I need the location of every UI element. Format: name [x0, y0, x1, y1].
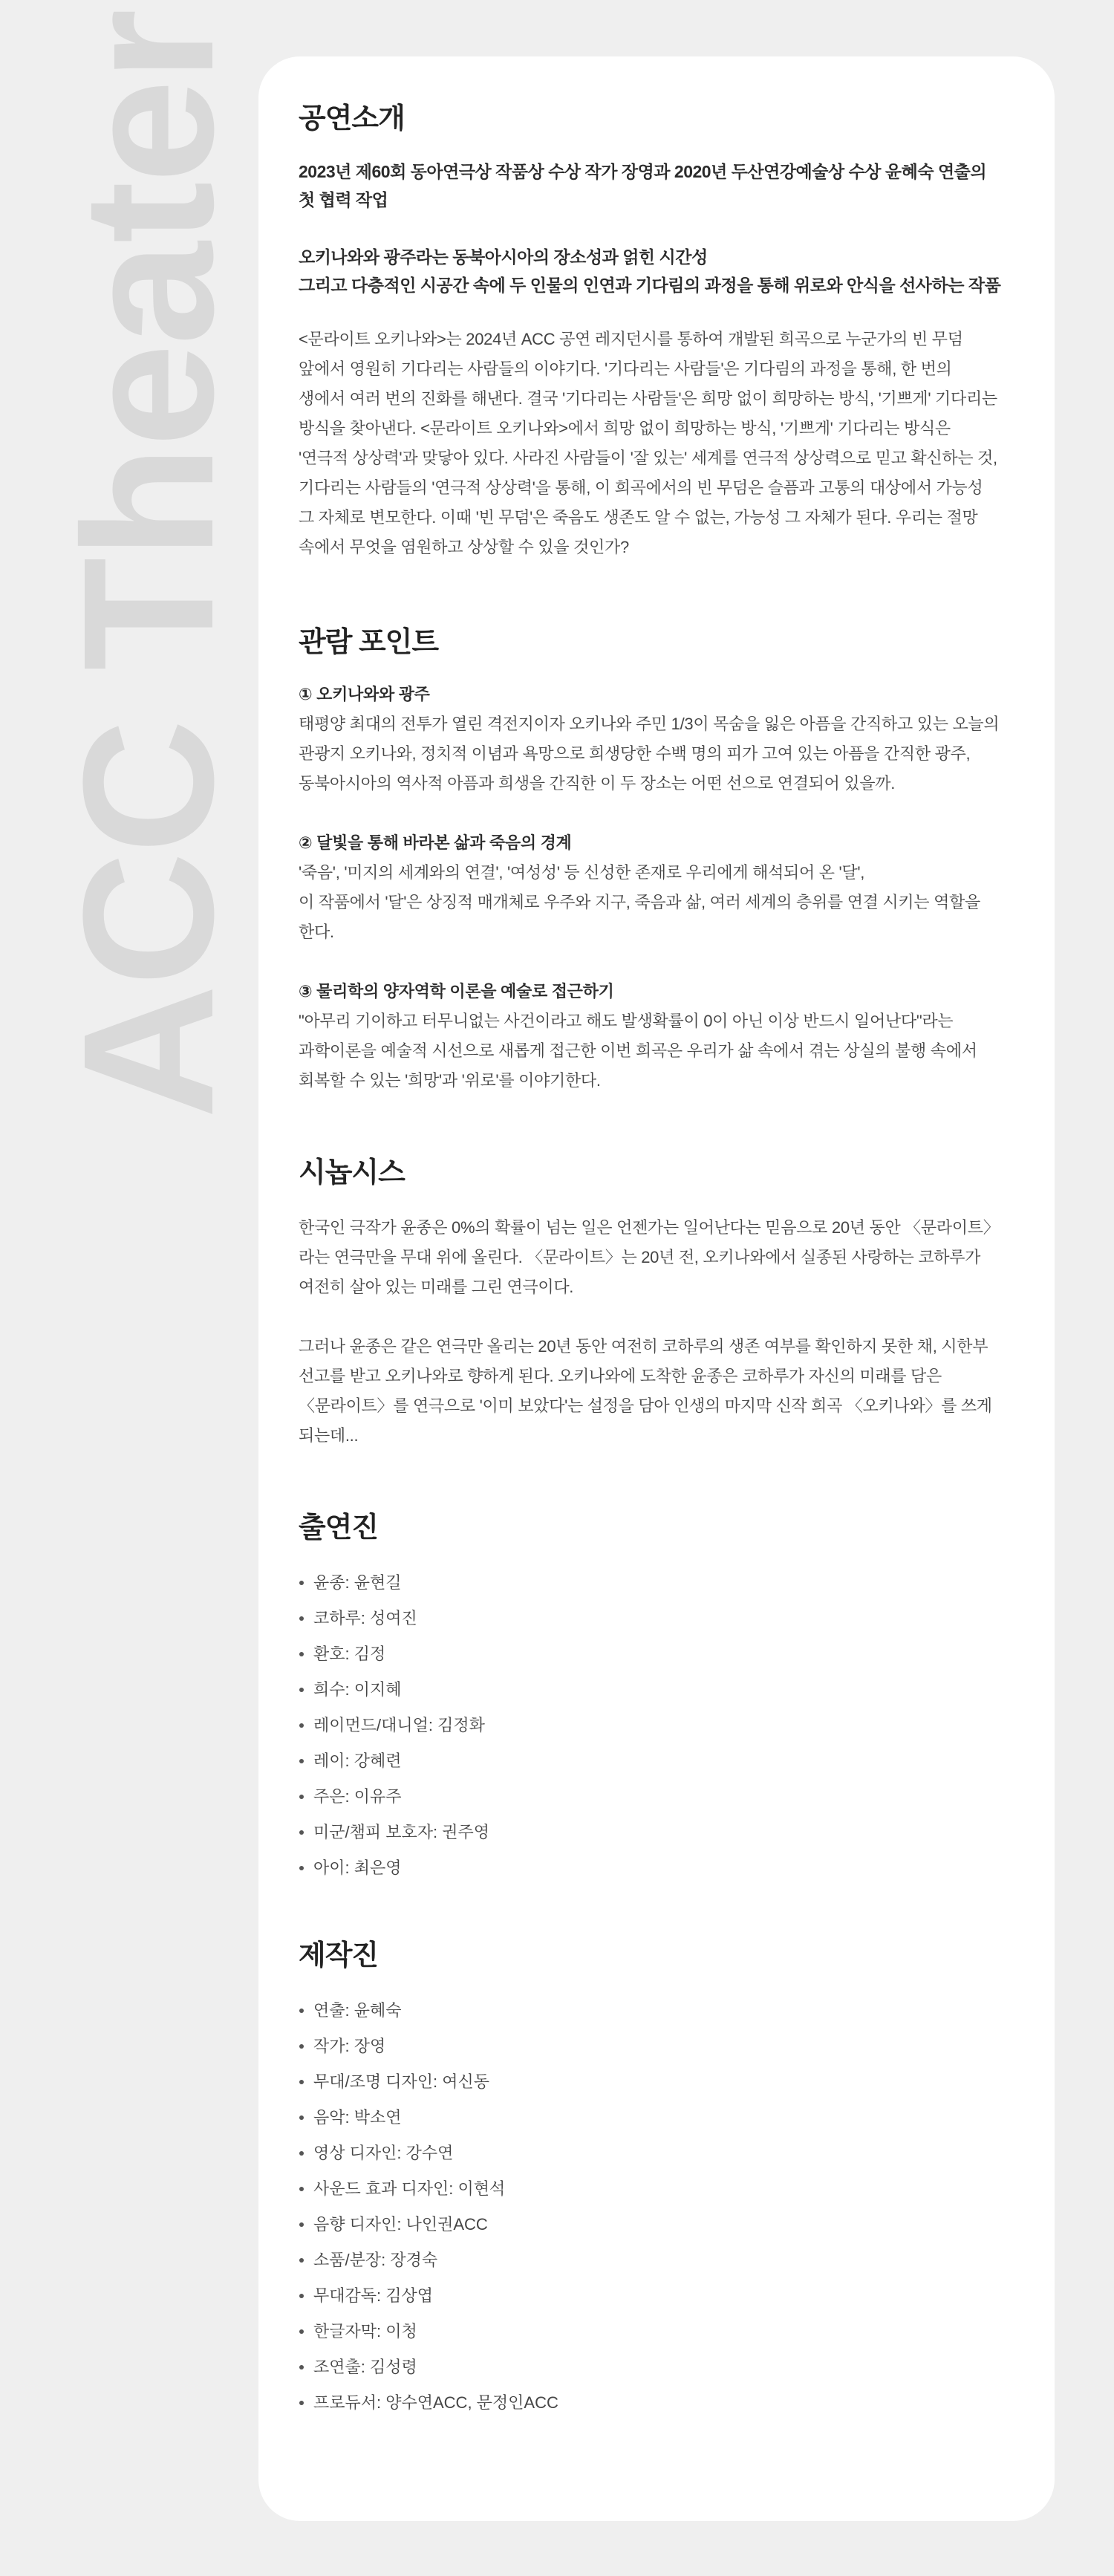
- cast-title: 출연진: [299, 1512, 379, 1544]
- synopsis-line: 그러나 윤종은 같은 연극만 올리는 20년 동안 여전히 코하루의 생존 여부를 확인하지 못한 채, 시한부: [299, 1337, 988, 1356]
- crew-item: 음악: 박소연: [299, 2100, 1017, 2136]
- point-line: 동북아시아의 역사적 아픔과 희생을 간직한 이 두 장소는 어떤 선으로 연결되어 있을까.: [299, 774, 896, 793]
- intro-lead: [299, 157, 1017, 214]
- synopsis-line: 되는데...: [299, 1426, 359, 1445]
- crew-item: 한글자막: 이청: [299, 2314, 1017, 2349]
- point-line: 이 작품에서 '달'은 상징적 매개체로 우주와 지구, 죽음과 삶, 여러 세계의 층위를 연결 시키는 역할을: [299, 893, 980, 911]
- crew-item: 연출: 윤혜숙: [299, 1993, 1017, 2029]
- points-section: [299, 623, 1017, 1096]
- intro-body-line: 생에서 여러 번의 진화를 해낸다. 결국 '기다리는 사람들'은 희망 없이 희망하는 방식, '기쁘게' 기다리는: [299, 389, 997, 408]
- synopsis-line: 한국인 극작가 윤종은 0%의 확률이 넘는 일은 언젠가는 일어난다는 믿음으로 20년 동안 〈문라이트〉: [299, 1218, 1000, 1237]
- intro-body-line: 그 자체로 변모한다. 이때 '빈 무덤'은 죽음도 생존도 알 수 없는, 가능성 그 자체가 된다. 우리는 절망: [299, 508, 978, 527]
- crew-item: 무대/조명 디자인: 여신동: [299, 2064, 1017, 2100]
- crew-item: 조연출: 김성령: [299, 2349, 1017, 2385]
- crew-item: 음향 디자인: 나인권ACC: [299, 2207, 1017, 2242]
- point-line: 과학이론을 예술적 시선으로 새롭게 접근한 이번 희곡은 우리가 삶 속에서 겪는 상실의 불행 속에서: [299, 1041, 977, 1060]
- synopsis-line: 라는 연극만을 무대 위에 올린다. 〈문라이트〉는 20년 전, 오키나와에서 실종된 사랑하는 코하루가: [299, 1248, 981, 1266]
- synopsis-paragraph: [299, 1213, 1017, 1302]
- synopsis-section: [299, 1154, 1017, 1451]
- intro-title: 공연소개: [299, 103, 405, 134]
- point-item: [299, 977, 1017, 1096]
- crew-item: 사운드 효과 디자인: 이현석: [299, 2171, 1017, 2207]
- cast-item: 윤종: 윤현길: [299, 1565, 1017, 1601]
- point-line: 회복할 수 있는 '희망'과 '위로'를 이야기한다.: [299, 1071, 601, 1090]
- intro-body-line: '연극적 상상력'과 맞닿아 있다. 사라진 사람들이 '잘 있는' 세계를 연극적 상상력으로 믿고 확신하는 것,: [299, 449, 997, 467]
- synopsis-line: 〈문라이트〉를 연극으로 '이미 보았다'는 설정을 담아 인생의 마지막 신작 희곡 〈오키나와〉를 쓰게: [299, 1396, 992, 1415]
- intro-body-line: 방식을 찾아낸다. <문라이트 오키나와>에서 희망 없이 희망하는 방식, '기쁘게' 기다리는 방식은: [299, 419, 951, 438]
- cast-item: 주은: 이유주: [299, 1779, 1017, 1815]
- cast-item: 코하루: 성여진: [299, 1601, 1017, 1636]
- point-line: 관광지 오키나와, 정치적 이념과 욕망으로 희생당한 수백 명의 피가 고여 있는 아픔을 간직한 광주,: [299, 744, 971, 763]
- point-line: 한다.: [299, 923, 334, 941]
- intro-highlight: [299, 243, 1017, 299]
- intro-section: [299, 100, 1017, 562]
- cast-section: [299, 1509, 1017, 1886]
- crew-item: 소품/분장: 장경숙: [299, 2242, 1017, 2278]
- intro-body: [299, 325, 1017, 562]
- point-line: '죽음', '미지의 세계와의 연결', '여성성' 등 신성한 존재로 우리에게 해석되어 온 '달',: [299, 863, 865, 882]
- cast-item: 레이먼드/대니얼: 김정화: [299, 1708, 1017, 1743]
- point-item: [299, 680, 1017, 799]
- points-title: 관람 포인트: [299, 627, 439, 658]
- point-line: 태평양 최대의 전투가 열린 격전지이자 오키나와 주민 1/3이 목숨을 잃은 아픔을 간직하고 있는 오늘의: [299, 715, 1000, 733]
- synopsis-title: 시놉시스: [299, 1157, 405, 1188]
- synopsis-line: 여전히 살아 있는 미래를 그린 연극이다.: [299, 1278, 574, 1296]
- intro-lead-line: 2023년 제60회 동아연극상 작품상 수상 작가 장영과 2020년 두산연강예술상 수상 윤혜숙 연출의: [299, 162, 987, 181]
- crew-section: [299, 1936, 1017, 2421]
- cast-item: 레이: 강혜련: [299, 1743, 1017, 1779]
- intro-body-line: 속에서 무엇을 염원하고 상상할 수 있을 것인가?: [299, 538, 629, 556]
- crew-item: 작가: 장영: [299, 2029, 1017, 2064]
- crew-title: 제작진: [299, 1940, 379, 1971]
- intro-body-line: <문라이트 오키나와>는 2024년 ACC 공연 레지던시를 통하여 개발된 희곡으로 누군가의 빈 무덤: [299, 330, 963, 348]
- crew-item: 무대감독: 김상엽: [299, 2278, 1017, 2314]
- crew-item: 프로듀서: 양수연ACC, 문정인ACC: [299, 2385, 1017, 2421]
- cast-item: 희수: 이지혜: [299, 1672, 1017, 1708]
- intro-body-line: 앞에서 영원히 기다리는 사람들의 이야기다. '기다리는 사람들'은 기다림의 과정을 통해, 한 번의: [299, 360, 952, 378]
- intro-lead-line: 첫 협력 작업: [299, 190, 388, 209]
- intro-highlight-line: 오키나와와 광주라는 동북아시아의 장소성과 얽힌 시간성: [299, 247, 708, 267]
- cast-item: 미군/챔피 보호자: 권주영: [299, 1815, 1017, 1850]
- point-line: "아무리 기이하고 터무니없는 사건이라고 해도 발생확률이 0이 아닌 이상 반드시 일어난다"라는: [299, 1012, 954, 1030]
- intro-highlight-line: 그리고 다층적인 시공간 속에 두 인물의 인연과 기다림의 과정을 통해 위로와 안식을 선사하는 작품: [299, 276, 1001, 295]
- point-heading: ① 오키나와와 광주: [299, 685, 430, 703]
- cast-item: 환호: 김정: [299, 1636, 1017, 1672]
- point-heading: ② 달빛을 통해 바라본 삶과 죽음의 경계: [299, 833, 572, 852]
- cast-item: 아이: 최은영: [299, 1850, 1017, 1886]
- crew-list: [299, 1993, 1017, 2421]
- point-heading: ③ 물리학의 양자역학 이론을 예술로 접근하기: [299, 982, 614, 1001]
- intro-body-line: 기다리는 사람들의 '연극적 상상력'을 통해, 이 희곡에서의 빈 무덤은 슬픔과 고통의 대상에서 가능성: [299, 478, 983, 497]
- content-card: [258, 56, 1055, 2521]
- point-item: [299, 828, 1017, 947]
- synopsis-paragraph: [299, 1332, 1017, 1451]
- crew-item: 영상 디자인: 강수연: [299, 2136, 1017, 2171]
- cast-list: [299, 1565, 1017, 1886]
- background-watermark: [45, 0, 252, 1119]
- watermark-text: ACC Theater: [45, 10, 252, 1119]
- synopsis-line: 선고를 받고 오키나와로 향하게 된다. 오키나와에 도착한 윤종은 코하루가 자신의 미래를 담은: [299, 1367, 942, 1385]
